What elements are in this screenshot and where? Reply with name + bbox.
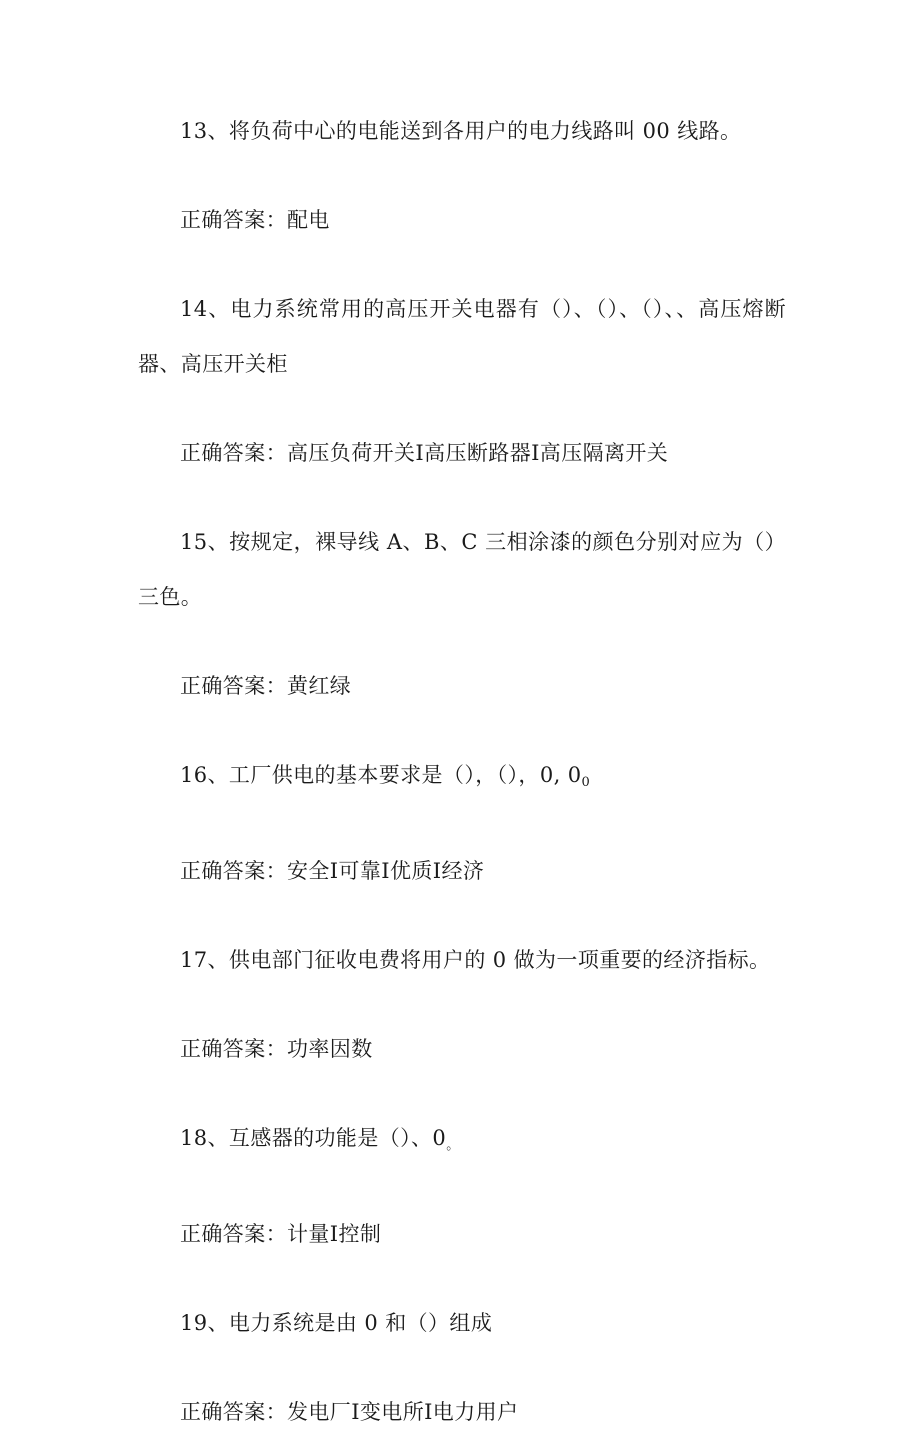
paragraph-spacer [138, 248, 786, 282]
qa-item-15 [138, 515, 786, 748]
paragraph-spacer [138, 988, 786, 1022]
qa-item-18 [138, 1111, 786, 1296]
qa-item-19 [138, 1296, 786, 1440]
qa-item-16 [138, 748, 786, 933]
answer-text-15: 正确答案：黄红绿 [180, 674, 352, 698]
question-text-15: 15、按规定，裸导线 A、B、C 三相涂漆的颜色分别对应为（）三色。 [138, 530, 786, 609]
answer-text-17: 正确答案：功率因数 [180, 1037, 373, 1062]
answer-text-18: 正确答案：计量Ⅰ控制 [180, 1222, 382, 1247]
question-text-16-subscript: 0 [581, 775, 590, 791]
qa-item-14 [138, 282, 786, 515]
question-text-19: 19、电力系统是由 0 和（）组成 [180, 1311, 493, 1336]
paragraph-spacer [138, 714, 786, 748]
question-text-18 [138, 1111, 786, 1173]
paragraph-spacer [138, 899, 786, 933]
paragraph-spacer [138, 392, 786, 426]
paragraph-spacer [138, 1262, 786, 1296]
question-text-18-subscript: 。 [446, 1138, 460, 1154]
paragraph-spacer [138, 159, 786, 193]
paragraph-spacer [138, 625, 786, 659]
answer-text-16: 正确答案：安全Ⅰ可靠Ⅰ优质Ⅰ经济 [180, 859, 485, 884]
answer-text-19: 正确答案：发电厂Ⅰ变电所Ⅰ电力用户 [180, 1400, 519, 1425]
question-text-16 [138, 748, 786, 810]
question-text-17: 17、供电部门征收电费将用户的 0 做为一项重要的经济指标。 [180, 948, 771, 973]
paragraph-spacer [138, 1351, 786, 1385]
answer-text-13: 正确答案：配电 [180, 208, 330, 232]
answer-text-14: 正确答案：高压负荷开关Ⅰ高压断路器Ⅰ高压隔离开关 [180, 441, 669, 465]
question-text-18-main: 18、互感器的功能是（）、0 [180, 1126, 447, 1151]
paragraph-spacer [138, 481, 786, 515]
question-text-13: 13、将负荷中心的电能送到各用户的电力线路叫 00 线路。 [180, 119, 742, 143]
qa-item-13 [138, 104, 786, 282]
paragraph-spacer [138, 1173, 786, 1207]
question-text-14: 14、电力系统常用的高压开关电器有（）、（）、（）、、高压熔断器、高压开关柜 [138, 297, 786, 376]
document-text-column [138, 104, 786, 1440]
question-text-16-main: 16、工厂供电的基本要求是（），（），0, 0 [180, 763, 582, 787]
paragraph-spacer [138, 810, 786, 844]
qa-item-17 [138, 933, 786, 1111]
paragraph-spacer [138, 1077, 786, 1111]
